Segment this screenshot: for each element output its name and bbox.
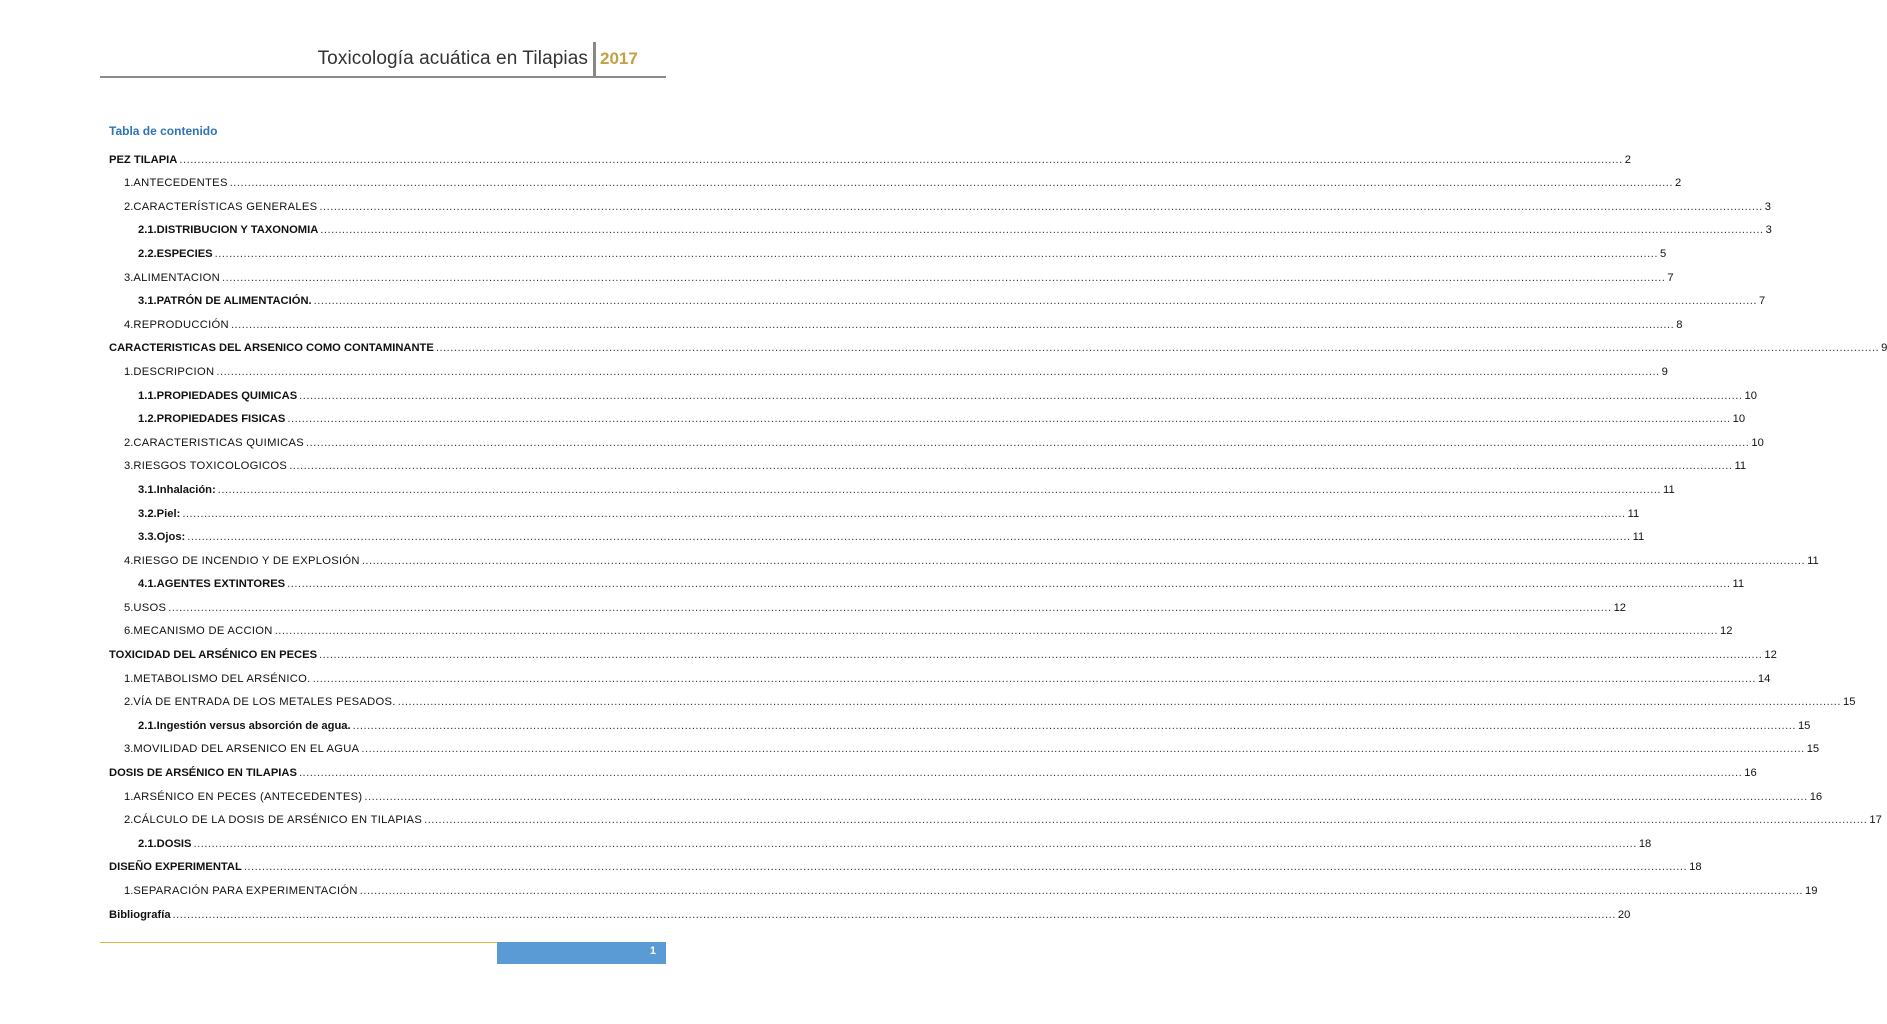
toc-entry-page: 5 [1659, 247, 1667, 260]
toc-entry-number: 4.1. [138, 578, 157, 591]
toc-entry-label: DISEÑO EXPERIMENTAL [109, 861, 242, 874]
toc-entry-number: 4. [124, 554, 134, 567]
toc-entry[interactable] [0, 873, 1818, 897]
toc-entry[interactable] [0, 284, 1766, 308]
toc-entry-page: 18 [1689, 861, 1702, 874]
toc-entry-page: 16 [1744, 767, 1757, 780]
dot-leader: ................................................................................................................................................................................................................................................................................................................................................................................................................ [435, 342, 1880, 355]
toc-heading: Tabla de contenido [109, 124, 218, 138]
toc-entry[interactable] [0, 826, 1652, 850]
toc-entry-number: 1. [124, 365, 134, 378]
toc-entry-number: 2.1. [138, 224, 157, 237]
toc-entry-label: DOSIS DE ARSÉNICO EN TILAPIAS [109, 767, 297, 780]
toc-entry-number: 3.2. [138, 507, 157, 520]
toc-entry[interactable] [0, 331, 1887, 355]
dot-leader: ................................................................................................................................................................................................................................................................................................................................................................................................................ [222, 271, 1666, 284]
toc-entry-page: 10 [1732, 413, 1746, 426]
toc-entry-number: 3.3. [138, 531, 157, 544]
toc-entry-page: 12 [1613, 601, 1627, 614]
toc-entry-number: 3.1. [138, 295, 157, 308]
toc-entry-page: 14 [1757, 672, 1771, 685]
toc-entry-page: 11 [1734, 460, 1747, 473]
dot-leader: ................................................................................................................................................................................................................................................................................................................................................................................................................ [319, 649, 1763, 662]
toc-entry[interactable] [0, 496, 1640, 520]
toc-entry-number: 2.2. [138, 247, 157, 260]
toc-entry[interactable] [0, 637, 1777, 662]
toc-entry-page: 8 [1676, 318, 1683, 331]
dot-leader: ................................................................................................................................................................................................................................................................................................................................................................................................................ [306, 436, 1750, 449]
dot-leader: ................................................................................................................................................................................................................................................................................................................................................................................................................ [168, 601, 1612, 614]
toc-entry-label: ESPECIES [156, 247, 213, 260]
toc-entry[interactable] [0, 755, 1757, 780]
toc-entry[interactable] [0, 213, 1772, 237]
dot-leader: ................................................................................................................................................................................................................................................................................................................................................................................................................ [187, 531, 1631, 544]
toc-entry-label: MOVILIDAD DEL ARSENICO EN EL AGUA [133, 743, 360, 756]
toc-entry[interactable] [0, 850, 1702, 874]
header-rule [100, 76, 666, 78]
toc-entry-number: 2.1. [138, 837, 157, 850]
toc-entry-page: 10 [1751, 436, 1764, 449]
toc-entry-page: 9 [1661, 365, 1668, 378]
toc-entry[interactable] [0, 520, 1645, 544]
dot-leader: ................................................................................................................................................................................................................................................................................................................................................................................................................ [359, 885, 1804, 897]
toc-entry-page: 15 [1843, 696, 1856, 709]
dot-leader: ................................................................................................................................................................................................................................................................................................................................................................................................................ [214, 247, 1658, 260]
toc-entry[interactable] [0, 425, 1764, 449]
document-header-year: 2017 [600, 49, 638, 68]
toc-entry-label: Ojos: [156, 531, 186, 544]
toc-entry-page: 3 [1765, 224, 1772, 237]
toc-entry[interactable] [0, 189, 1771, 213]
dot-leader: ................................................................................................................................................................................................................................................................................................................................................................................................................ [216, 365, 1660, 378]
dot-leader: ................................................................................................................................................................................................................................................................................................................................................................................................................ [352, 719, 1796, 732]
page-number-box [497, 942, 666, 964]
toc-entry-label: Bibliografía [109, 908, 171, 921]
toc-entry[interactable] [0, 307, 1683, 331]
toc-entry-label: CARACTERÍSTICAS GENERALES [133, 200, 318, 213]
dot-leader: ................................................................................................................................................................................................................................................................................................................................................................................................................ [287, 578, 1731, 591]
dot-leader: ................................................................................................................................................................................................................................................................................................................................................................................................................ [299, 389, 1743, 402]
dot-leader: ................................................................................................................................................................................................................................................................................................................................................................................................................ [172, 908, 1616, 921]
toc-entry-page: 16 [1809, 790, 1823, 803]
toc-entry-label: AGENTES EXTINTORES [156, 578, 286, 591]
toc-entry[interactable] [0, 543, 1819, 567]
toc-entry-label: SEPARACIÓN PARA EXPERIMENTACIÓN [133, 885, 358, 897]
toc-entry-page: 17 [1869, 814, 1882, 827]
dot-leader: ................................................................................................................................................................................................................................................................................................................................................................................................................ [298, 767, 1743, 780]
toc-entry-page: 12 [1764, 649, 1777, 662]
toc-entry-label: ANTECEDENTES [133, 177, 228, 190]
toc-entry-label: PATRÓN DE ALIMENTACIÓN. [156, 295, 312, 308]
toc-entry-number: 6. [124, 625, 134, 638]
toc-entry-label: PEZ TILAPIA [109, 153, 178, 166]
header-divider [593, 42, 596, 76]
toc-entry-label: DESCRIPCION [133, 365, 215, 378]
toc-entry-label: METABOLISMO DEL ARSÉNICO. [133, 672, 311, 685]
toc-entry-label: DISTRIBUCION Y TAXONOMIA [156, 224, 319, 237]
toc-entry-label: ALIMENTACION [133, 271, 221, 284]
toc-entry[interactable] [0, 661, 1771, 685]
dot-leader: ................................................................................................................................................................................................................................................................................................................................................................................................................ [361, 554, 1806, 567]
toc-entry-label: CÁLCULO DE LA DOSIS DE ARSÉNICO EN TILAPIAS [133, 814, 423, 827]
toc-entry-label: USOS [133, 601, 167, 614]
toc-entry[interactable] [0, 402, 1746, 426]
toc-entry[interactable] [0, 708, 1811, 732]
toc-entry-number: 4. [124, 318, 134, 331]
toc-entry-page: 15 [1797, 719, 1811, 732]
toc-entry-number: 3.1. [138, 483, 157, 496]
toc-entry-label: MECANISMO DE ACCION [133, 625, 273, 638]
toc-entry-number: 2. [124, 814, 134, 827]
toc-entry[interactable] [0, 567, 1745, 591]
dot-leader: ................................................................................................................................................................................................................................................................................................................................................................................................................ [319, 200, 1763, 213]
toc-entry[interactable] [0, 897, 1631, 921]
dot-leader: ................................................................................................................................................................................................................................................................................................................................................................................................................ [229, 177, 1674, 190]
toc-entry-page: 9 [1881, 342, 1887, 355]
dot-leader: ................................................................................................................................................................................................................................................................................................................................................................................................................ [287, 413, 1731, 426]
toc-entry-label: Inhalación: [156, 483, 216, 496]
toc-entry-page: 12 [1720, 625, 1733, 638]
toc-entry-page: 18 [1638, 837, 1652, 850]
toc-entry[interactable] [0, 685, 1856, 709]
toc-entry-label: CARACTERISTICAS DEL ARSENICO COMO CONTAMINANTE [109, 342, 434, 355]
dot-leader: ................................................................................................................................................................................................................................................................................................................................................................................................................ [424, 814, 1868, 827]
toc-entry-label: TOXICIDAD DEL ARSÉNICO EN PECES [109, 649, 318, 662]
toc-entry-page: 2 [1675, 177, 1682, 190]
toc-entry[interactable] [0, 803, 1882, 827]
toc-entry[interactable] [0, 779, 1823, 803]
dot-leader: ................................................................................................................................................................................................................................................................................................................................................................................................................ [289, 460, 1733, 473]
toc-entry-number: 3. [124, 743, 134, 756]
toc-entry-page: 11 [1807, 554, 1819, 567]
toc-entry-label: PROPIEDADES QUIMICAS [156, 389, 298, 402]
toc-entry-number: 2. [124, 696, 134, 709]
toc-entry-label: PROPIEDADES FISICAS [156, 413, 286, 426]
toc-entry-number: 3. [124, 460, 134, 473]
toc-entry-page: 11 [1632, 531, 1645, 544]
toc-entry-page: 11 [1663, 483, 1675, 496]
toc-entry[interactable] [0, 142, 1631, 166]
toc-entry-number: 3. [124, 271, 134, 284]
toc-entry-page: 3 [1764, 200, 1771, 213]
toc-entry-label: ARSÉNICO EN PECES (ANTECEDENTES) [133, 790, 363, 803]
document-header-title: Toxicología acuática en Tilapias [317, 48, 588, 69]
toc-entry-page: 2 [1624, 153, 1631, 166]
table-of-contents [0, 142, 1887, 921]
dot-leader: ................................................................................................................................................................................................................................................................................................................................................................................................................ [313, 295, 1757, 308]
toc-entry[interactable] [0, 236, 1667, 260]
toc-entry-label: RIESGO DE INCENDIO Y DE EXPLOSIÓN [133, 554, 360, 567]
toc-entry-page: 11 [1627, 507, 1640, 520]
dot-leader: ................................................................................................................................................................................................................................................................................................................................................................................................................ [312, 672, 1756, 685]
dot-leader: ................................................................................................................................................................................................................................................................................................................................................................................................................ [320, 224, 1764, 237]
toc-entry-label: CARACTERISTICAS QUIMICAS [133, 436, 305, 449]
toc-entry-label: VÍA DE ENTRADA DE LOS METALES PESADOS. [133, 696, 396, 709]
dot-leader: ................................................................................................................................................................................................................................................................................................................................................................................................................ [361, 743, 1805, 756]
toc-entry-page: 7 [1667, 271, 1674, 284]
dot-leader: ................................................................................................................................................................................................................................................................................................................................................................................................................ [179, 153, 1623, 166]
toc-entry-page: 15 [1806, 743, 1820, 756]
toc-entry-label: Piel: [156, 507, 181, 520]
dot-leader: ................................................................................................................................................................................................................................................................................................................................................................................................................ [364, 790, 1808, 803]
toc-entry-page: 20 [1617, 908, 1631, 921]
toc-entry-number: 1. [124, 790, 134, 803]
toc-entry-page: 7 [1758, 295, 1766, 308]
toc-entry-number: 2.1. [138, 719, 157, 732]
toc-entry-number: 1. [124, 885, 134, 897]
toc-entry[interactable] [0, 166, 1682, 190]
toc-entry-label: Ingestión versus absorción de agua. [156, 719, 351, 732]
dot-leader: ................................................................................................................................................................................................................................................................................................................................................................................................................ [230, 318, 1675, 331]
dot-leader: ................................................................................................................................................................................................................................................................................................................................................................................................................ [217, 483, 1662, 496]
toc-entry-page: 11 [1732, 578, 1745, 591]
toc-entry-label: REPRODUCCIÓN [133, 318, 229, 331]
toc-entry[interactable] [0, 378, 1757, 402]
dot-leader: ................................................................................................................................................................................................................................................................................................................................................................................................................ [274, 625, 1718, 638]
toc-entry[interactable] [0, 449, 1747, 473]
toc-entry-number: 2. [124, 436, 134, 449]
toc-entry[interactable] [0, 590, 1627, 614]
dot-leader: ................................................................................................................................................................................................................................................................................................................................................................................................................ [182, 507, 1626, 520]
toc-entry-page: 10 [1744, 389, 1757, 402]
toc-entry[interactable] [0, 354, 1668, 378]
toc-entry[interactable] [0, 732, 1820, 756]
toc-entry-number: 1. [124, 672, 134, 685]
toc-entry-number: 5. [124, 601, 134, 614]
dot-leader: ................................................................................................................................................................................................................................................................................................................................................................................................................ [243, 861, 1688, 874]
toc-entry-label: RIESGOS TOXICOLOGICOS [133, 460, 288, 473]
toc-entry[interactable] [0, 472, 1675, 496]
toc-entry[interactable] [0, 614, 1733, 638]
toc-entry-number: 1. [124, 177, 134, 190]
toc-entry-page: 19 [1805, 885, 1818, 897]
toc-entry-label: DOSIS [156, 837, 192, 850]
dot-leader: ................................................................................................................................................................................................................................................................................................................................................................................................................ [193, 837, 1637, 850]
toc-entry[interactable] [0, 260, 1674, 284]
footer-rule [100, 942, 497, 943]
page-number: 1 [649, 945, 656, 957]
dot-leader: ................................................................................................................................................................................................................................................................................................................................................................................................................ [397, 696, 1842, 709]
toc-entry-number: 1.1. [138, 389, 157, 402]
toc-entry-number: 1.2. [138, 413, 157, 426]
toc-entry-number: 2. [124, 200, 134, 213]
